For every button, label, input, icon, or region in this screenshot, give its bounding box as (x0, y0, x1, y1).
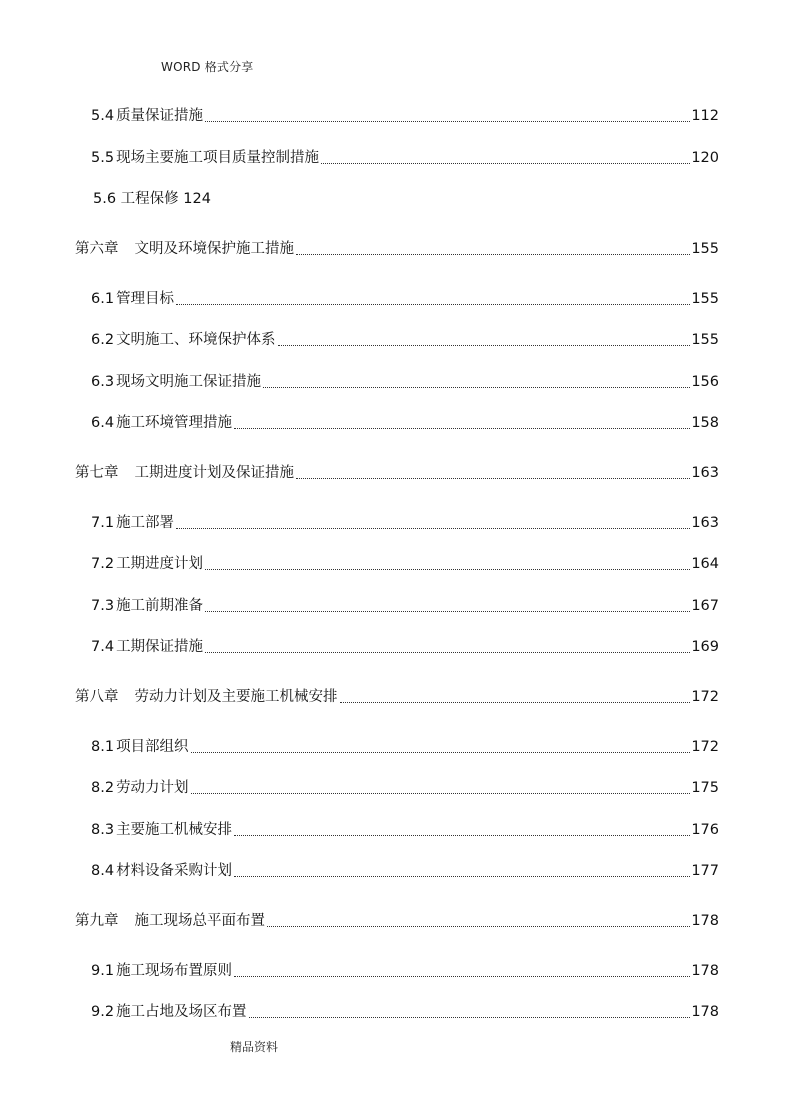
toc-section-title: 主要施工机械安排 (116, 822, 233, 838)
toc-section-title: 施工部署 (116, 515, 175, 531)
toc-section-title: 工期保证措施 (116, 639, 204, 655)
toc-chapter-number: 第六章 (75, 241, 119, 257)
toc-entry[interactable] (91, 148, 719, 168)
toc-page-number: 178 (691, 963, 719, 979)
toc-page-number: 169 (691, 639, 719, 655)
toc-entry[interactable] (91, 372, 719, 392)
toc-dot-leader (296, 253, 690, 255)
toc-section-title: 文明施工、环境保护体系 (116, 332, 276, 348)
toc-dot-leader (321, 162, 690, 164)
toc-dot-leader (263, 386, 690, 388)
toc-section-number: 5.6 (93, 191, 117, 207)
toc-dot-leader (234, 834, 690, 836)
toc-section-number: 7.4 (91, 639, 115, 655)
toc-section-number: 6.3 (91, 374, 115, 390)
toc-dot-leader (296, 477, 690, 479)
toc-section-title: 质量保证措施 (116, 108, 204, 124)
toc-entry[interactable] (91, 637, 719, 657)
toc-entry[interactable] (91, 861, 719, 881)
toc-entry[interactable] (93, 189, 211, 209)
toc-section-number: 8.4 (91, 863, 115, 879)
toc-page-number: 175 (691, 780, 719, 796)
toc-page-number: 167 (691, 598, 719, 614)
toc-chapter-title: 工期进度计划及保证措施 (134, 465, 294, 481)
toc-section-number: 7.1 (91, 515, 115, 531)
toc-section-number: 6.2 (91, 332, 115, 348)
toc-chapter-title: 文明及环境保护施工措施 (134, 241, 294, 257)
toc-page-number: 172 (691, 739, 719, 755)
toc-entry[interactable] (91, 596, 719, 616)
toc-entry[interactable] (91, 554, 719, 574)
toc-page-number: 178 (691, 1004, 719, 1020)
toc-chapter-entry[interactable] (75, 239, 719, 259)
toc-page-number: 158 (691, 415, 719, 431)
toc-page-number: 156 (691, 374, 719, 390)
toc-dot-leader (267, 925, 690, 927)
toc-entry[interactable] (91, 778, 719, 798)
toc-page-number: 163 (691, 465, 719, 481)
toc-chapter-entry[interactable] (75, 463, 719, 483)
toc-section-number: 5.4 (91, 108, 115, 124)
toc-page-number: 155 (691, 332, 719, 348)
page-footer: 精品资料 (230, 1040, 279, 1054)
toc-page-number: 155 (691, 291, 719, 307)
toc-dot-leader (191, 751, 691, 753)
toc-dot-leader (205, 651, 690, 653)
toc-page-number: 178 (691, 913, 719, 929)
toc-section-number: 8.1 (91, 739, 115, 755)
toc-section-title: 现场主要施工项目质量控制措施 (116, 150, 320, 166)
toc-dot-leader (205, 120, 690, 122)
toc-page-number: 164 (691, 556, 719, 572)
toc-section-title: 施工现场布置原则 (116, 963, 233, 979)
toc-page-number: 155 (691, 241, 719, 257)
toc-dot-leader (234, 975, 690, 977)
toc-chapter-entry[interactable] (75, 687, 719, 707)
toc-section-title: 施工占地及场区布置 (116, 1004, 247, 1020)
toc-dot-leader (176, 527, 690, 529)
toc-section-title: 劳动力计划 (116, 780, 189, 796)
page-header: WORD 格式分享 (161, 60, 254, 74)
toc-section-number: 7.2 (91, 556, 115, 572)
toc-chapter-number: 第八章 (75, 689, 119, 705)
toc-page-number: 172 (691, 689, 719, 705)
toc-entry[interactable] (91, 413, 719, 433)
toc-entry[interactable] (91, 820, 719, 840)
toc-section-title: 现场文明施工保证措施 (116, 374, 262, 390)
toc-section-title: 工程保修 124 (120, 191, 211, 207)
toc-dot-leader (340, 701, 691, 703)
toc-page-number: 176 (691, 822, 719, 838)
toc-page-number: 163 (691, 515, 719, 531)
toc-section-number: 9.1 (91, 963, 115, 979)
toc-chapter-entry[interactable] (75, 911, 719, 931)
toc-section-number: 5.5 (91, 150, 115, 166)
toc-dot-leader (205, 610, 690, 612)
toc-entry[interactable] (91, 737, 719, 757)
toc-entry[interactable] (91, 330, 719, 350)
toc-entry[interactable] (91, 1002, 719, 1022)
toc-chapter-number: 第七章 (75, 465, 119, 481)
toc-section-number: 7.3 (91, 598, 115, 614)
toc-dot-leader (234, 875, 690, 877)
toc-section-number: 6.1 (91, 291, 115, 307)
toc-chapter-number: 第九章 (75, 913, 119, 929)
toc-section-number: 8.3 (91, 822, 115, 838)
toc-page-number: 112 (691, 108, 719, 124)
toc-chapter-title: 劳动力计划及主要施工机械安排 (134, 689, 338, 705)
toc-page-number: 120 (691, 150, 719, 166)
toc-entry[interactable] (91, 513, 719, 533)
toc-section-number: 9.2 (91, 1004, 115, 1020)
toc-section-title: 施工环境管理措施 (116, 415, 233, 431)
toc-section-title: 工期进度计划 (116, 556, 204, 572)
toc-section-title: 管理目标 (116, 291, 175, 307)
toc-chapter-title: 施工现场总平面布置 (134, 913, 265, 929)
toc-dot-leader (278, 344, 691, 346)
toc-section-number: 6.4 (91, 415, 115, 431)
toc-dot-leader (205, 568, 690, 570)
toc-entry[interactable] (91, 961, 719, 981)
toc-section-title: 施工前期准备 (116, 598, 204, 614)
toc-dot-leader (176, 303, 690, 305)
toc-section-title: 项目部组织 (116, 739, 189, 755)
toc-section-number: 8.2 (91, 780, 115, 796)
toc-entry[interactable] (91, 106, 719, 126)
toc-dot-leader (234, 427, 690, 429)
toc-dot-leader (249, 1016, 691, 1018)
toc-page-number: 177 (691, 863, 719, 879)
toc-dot-leader (191, 792, 691, 794)
toc-entry[interactable] (91, 289, 719, 309)
toc-section-title: 材料设备采购计划 (116, 863, 233, 879)
